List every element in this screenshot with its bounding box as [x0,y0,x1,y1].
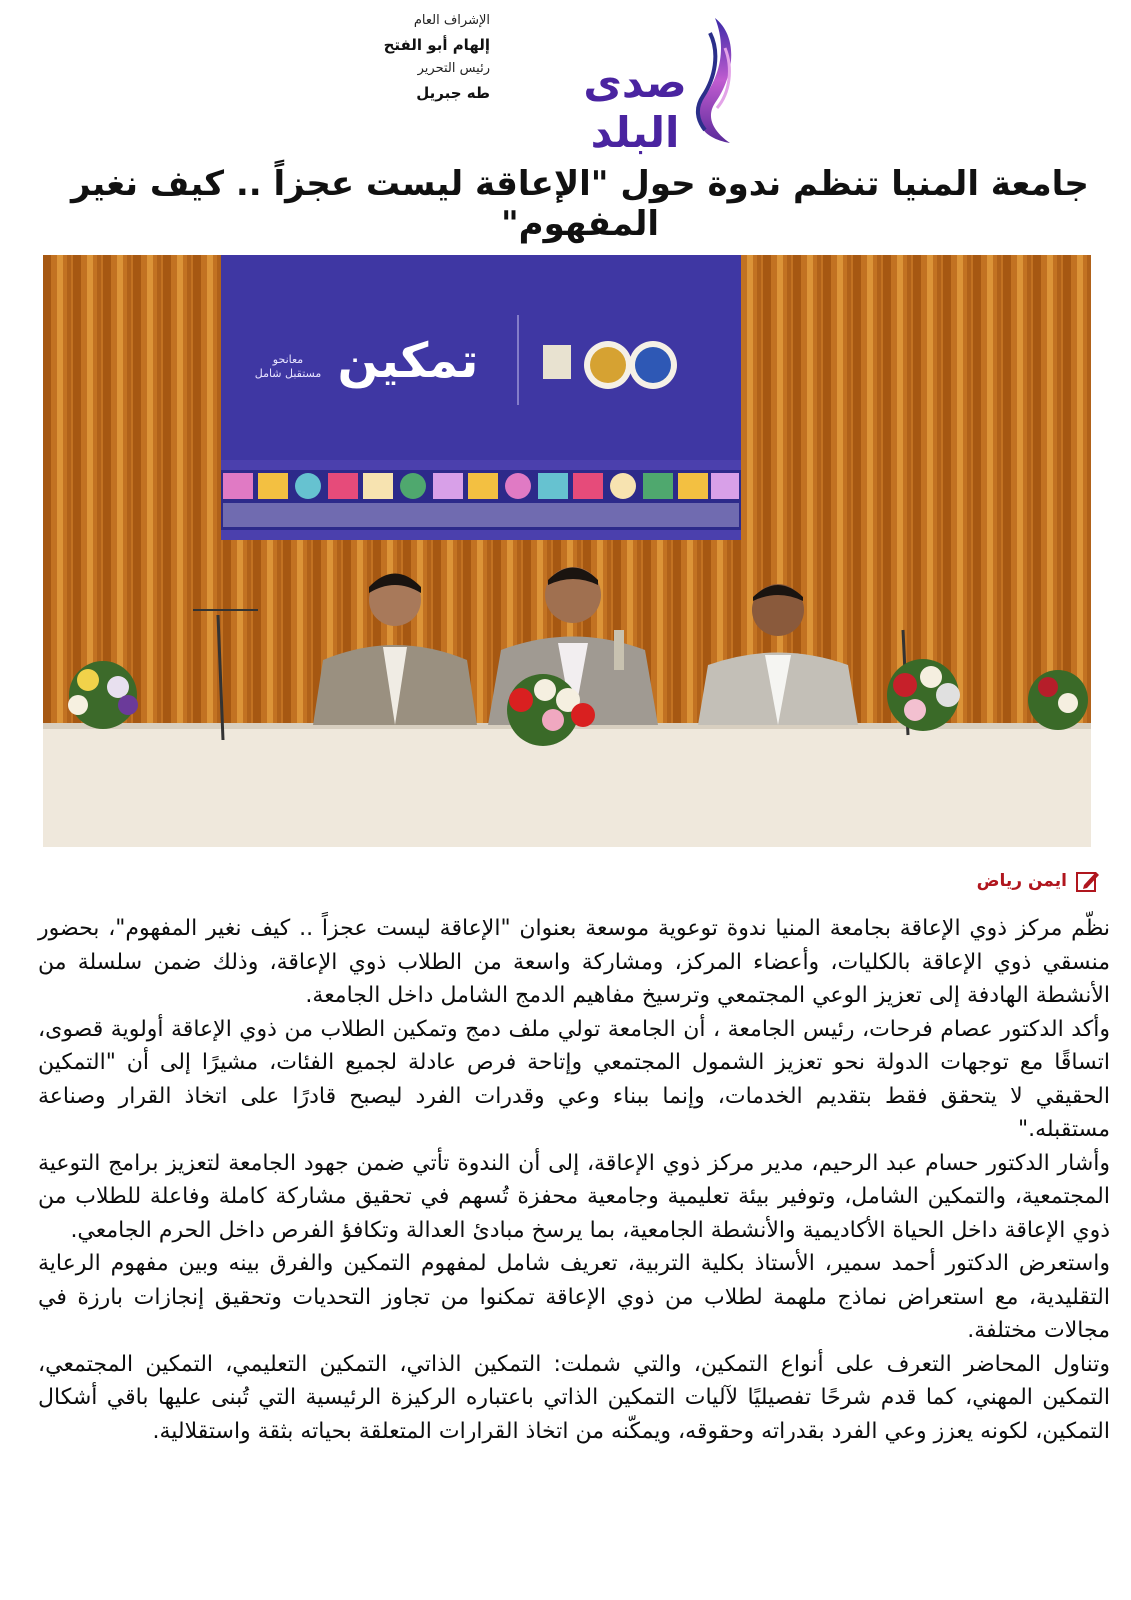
author-name: ايمن رياض [976,871,1067,891]
editor-name: طه جبريل [416,84,490,102]
banner-title: تمكين [337,333,479,389]
supervision-label: الإشراف العام [413,13,490,28]
site-logo[interactable] [565,8,765,158]
article-headline: جامعة المنيا تنظم ندوة حول "الإعاقة ليست عجزاً .. كيف نغير المفهوم" [71,164,1089,244]
article-byline[interactable] [940,870,1100,892]
logo-text: صدى البلد [583,58,687,157]
article-paragraph: وأشار الدكتور حسام عبد الرحيم، مدير مركز ذوي الإعاقة، إلى أن الندوة تأتي ضمن جهود الجامعة لتعزيز برامج التوعية المجتمعية، والتمكين الشامل، وتوفير بيئة تعليمية وجامعية محفزة تُسهم في تحقيق مشاركة كاملة وفاعلة للطلاب من ذوي الإعاقة داخل الحياة الأكاديمية والأنشطة الجامعية، بما يرسخ مبادئ العدالة وتكافؤ الفرص داخل الحرم الجامعي. [38,1150,1110,1243]
article-photo [43,255,1091,847]
banner-subtitle: معانحو مستقبل شامل [254,353,322,380]
supervisor-name: إلهام أبو الفتح [383,36,490,54]
pen-icon [1076,870,1100,892]
masthead-credits [330,10,490,106]
photo-scene [43,255,1091,847]
article-paragraph: وأكد الدكتور عصام فرحات، رئيس الجامعة ، أن الجامعة تولي ملف دمج وتمكين الطلاب من ذوي الإعاقة أولوية قصوى، اتساقًا مع توجهات الدولة نحو تعزيز الشمول المجتمعي وإتاحة فرص عادلة لجميع الفئات، مشيرًا إلى أن "التمكين الحقيقي لا يتحقق فقط بتقديم الخدمات، وإنما ببناء وعي وقدرات الفرد ليصبح قادرًا على اتخاذ القرار وصناعة مستقبله." [38,1016,1110,1142]
editor-label: رئيس التحرير [417,61,490,76]
article-paragraph: وتناول المحاضر التعرف على أنواع التمكين، والتي شملت: التمكين الذاتي، التمكين التعليمي، التمكين المجتمعي، التمكين المهني، كما قدم شرحًا تفصيليًا لآليات التمكين الذاتي باعتباره الركيزة الرئيسية التي تُبنى عليها باقي أشكال التمكين، لكونه يعزز وعي الفرد بقدراته وحقوقه، ويمكّنه من اتخاذ القرارات المتعلقة بحياته بثقة واستقلالية. [38,1351,1110,1444]
article-body [38,912,1110,1448]
article-paragraph: نظّم مركز ذوي الإعاقة بجامعة المنيا ندوة توعوية موسعة بعنوان "الإعاقة ليست عجزاً .. كيف نغير المفهوم"، بحضور منسقي ذوي الإعاقة بالكليات، وأعضاء المركز، ومشاركة واسعة من الطلاب ذوي الإعاقة، وذلك ضمن سلسلة من الأنشطة الهادفة إلى تعزيز الوعي المجتمعي وترسيخ مفاهيم الدمج الشامل داخل الجامعة. [38,916,1110,1008]
article-paragraph: واستعرض الدكتور أحمد سمير، الأستاذ بكلية التربية، تعريف شامل لمفهوم التمكين والفرق بينه وبين مفهوم الرعاية التقليدية، مع استعراض نماذج ملهمة لطلاب من ذوي الإعاقة تمكنوا من تجاوز التحديات وتحقيق إنجازات بارزة في مجالات مختلفة. [38,1251,1110,1343]
